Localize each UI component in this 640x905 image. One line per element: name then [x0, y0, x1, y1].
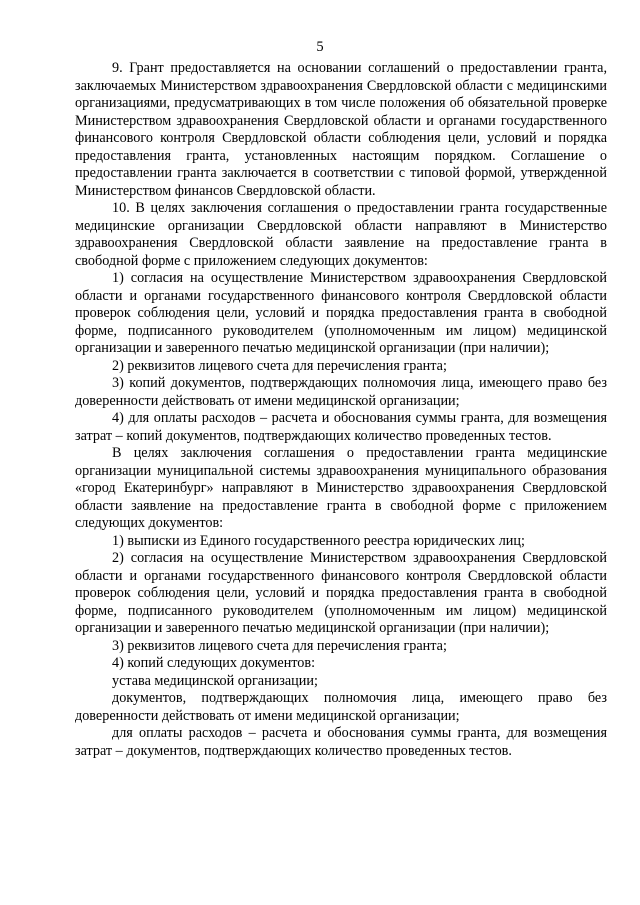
list-item-municipal-consent: 2) согласия на осуществление Министерством здравоохранения Свердловской области и органами государственного финансового контроля Свердловской области проверок соблюдения цели, условий и порядка предоставления гранта в свободной форме, подписанного руководителем (уполномоченным им лицом) медицинской организации и заверенного печатью медицинской организации (при наличии); [75, 550, 607, 636]
paragraph-10-state-orgs-application: 10. В целях заключения соглашения о предоставлении гранта государственные медицинские организации Свердловской области направляют в Министерство здравоохранения Свердловской области заявление на предоставление гранта в свободной форме с приложением следующих документов: [75, 200, 607, 269]
list-item-state-authority-copies: 3) копий документов, подтверждающих полномочия лица, имеющего право без доверенности действовать от имени медицинской организации; [75, 375, 607, 409]
document-body [75, 60, 607, 760]
page-number: 5 [316, 39, 324, 55]
paragraph-9-grant-basis: 9. Грант предоставляется на основании соглашений о предоставлении гранта, заключаемых Министерством здравоохранения Свердловской области с медицинскими организациями, предусматривающих в том числе положения об обязательной проверке Министерством здравоохранения Свердловской области и органами государственного финансового контроля Свердловской области соблюдения цели, условий и порядка предоставления гранта, установленных настоящим порядком. Соглашение о предоставлении гранта заключается в соответствии с типовой формой, утвержденной Министерством финансов Свердловской области. [75, 60, 607, 199]
sub-item-authority-documents: документов, подтверждающих полномочия лица, имеющего право без доверенности действовать от имени медицинской организации; [75, 690, 607, 724]
list-item-municipal-document-copies: 4) копий следующих документов: [112, 655, 316, 671]
paragraph-municipal-orgs-application: В целях заключения соглашения о предоставлении гранта медицинские организации муниципальной системы здравоохранения муниципального образования «город Екатеринбург» направляют в Министерство здравоохранения Свердловской области заявление на предоставление гранта в свободной форме с приложением следующих документов: [75, 445, 607, 531]
list-item-municipal-registry-extract: 1) выписки из Единого государственного реестра юридических лиц; [112, 532, 525, 549]
sub-item-charter: устава медицинской организации; [112, 672, 318, 689]
list-item-municipal-account-details: 3) реквизитов лицевого счета для перечисления гранта; [112, 637, 447, 654]
list-item-state-consent: 1) согласия на осуществление Министерством здравоохранения Свердловской области и органами государственного финансового контроля Свердловской области проверок соблюдения цели, условий и порядка предоставления гранта в свободной форме, подписанного руководителем (уполномоченным им лицом) медицинской организации и заверенного печатью медицинской организации (при наличии); [75, 270, 607, 356]
list-item-state-account-details: 2) реквизитов лицевого счета для перечисления гранта; [112, 357, 447, 374]
list-item-state-expense-calculation: 4) для оплаты расходов – расчета и обоснования суммы гранта, для возмещения затрат – копий документов, подтверждающих количество проведенных тестов. [75, 410, 607, 444]
sub-item-expense-calculation: для оплаты расходов – расчета и обоснования суммы гранта, для возмещения затрат – документов, подтверждающих количество проведенных тестов. [75, 725, 607, 759]
